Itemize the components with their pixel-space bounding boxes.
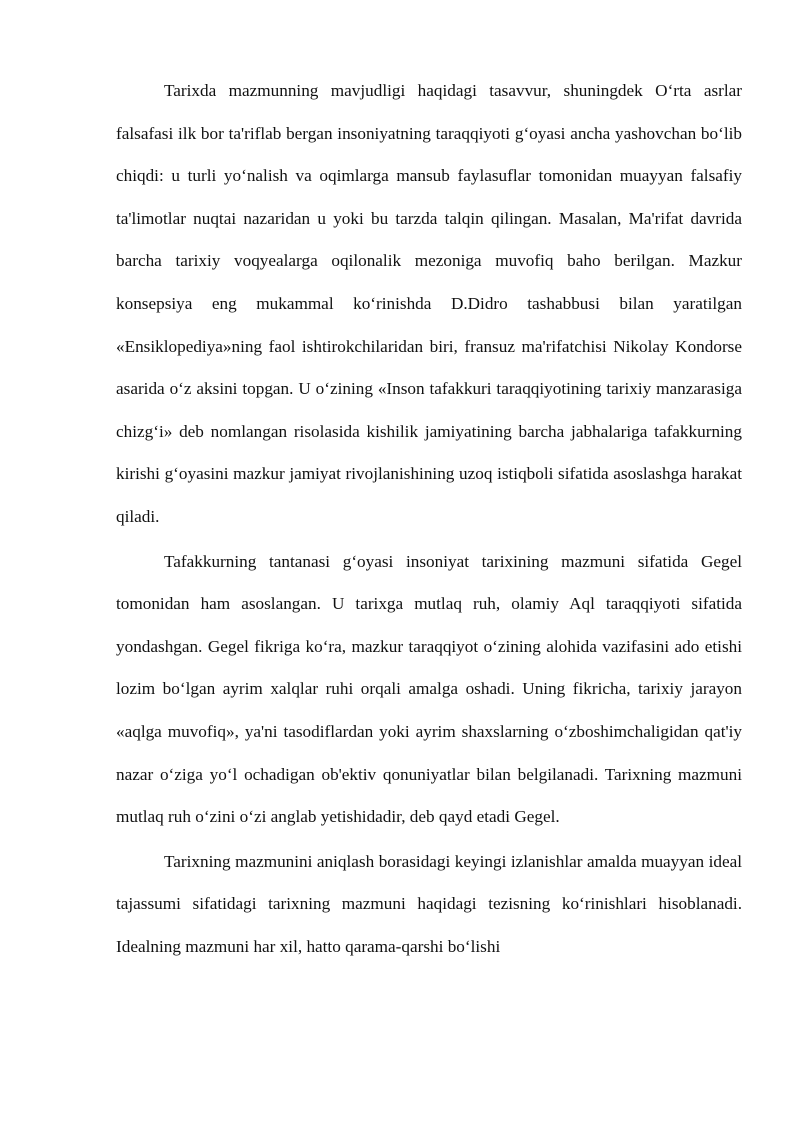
paragraph: Tarixning mazmunini aniqlash borasidagi keyingi izlanishlar amalda muayyan ideal tajassumi sifatidagi tarixning mazmuni haqidagi tezisning ko‘rinishlari hisoblanadi. Idealning mazmuni har xil, hatto qarama-qarshi bo‘lishi bbox=[116, 851, 742, 956]
paragraph: Tafakkurning tantanasi g‘oyasi insoniyat tarixining mazmuni sifatida Gegel tomonidan ham asoslangan. U tarixga mutlaq ruh, olamiy Aql taraqqiyoti sifatida yondashgan. Gegel fikriga ko‘ra, mazkur taraqqiyot o‘zining alohida vazifasini ado etishi lozim bo‘lgan ayrim xalqlar ruhi orqali amalga oshadi. Uning fikricha, tarixiy jarayon «aqlga muvofiq», ya'ni tasodiflardan yoki ayrim shaxslarning o‘zboshimchaligidan qat'iy nazar o‘ziga yo‘l ochadigan ob'ektiv qonuniyatlar bilan belgilanadi. Tarixning mazmuni mutlaq ruh o‘zini o‘zi anglab yetishidadir, deb qayd etadi Gegel. bbox=[116, 551, 742, 827]
paragraph: Tarixda mazmunning mavjudligi haqidagi tasavvur, shuningdek O‘rta asrlar falsafasi ilk bor ta'riflab bergan insoniyatning taraqqiyoti g‘oyasi ancha yashovchan bo‘lib chiqdi: u turli yo‘nalish va oqimlarga mansub faylasuflar tomonidan muayyan falsafiy ta'limotlar nuqtai nazaridan u yoki bu tarzda talqin qilingan. Masalan, Ma'rifat davrida barcha tarixiy voqyealarga oqilonalik mezoniga muvofiq baho berilgan. Mazkur konsepsiya eng mukammal ko‘rinishda D.Didro tashabbusi bilan yaratilgan «Ensiklopediya»ning faol ishtirokchilaridan biri, fransuz ma'rifatchisi Nikolay Kondorse asarida o‘z aksini topgan. U o‘zining «Inson tafakkuri taraqqiyotining tarixiy manzarasiga chizg‘i» deb nomlangan risolasida kishilik jamiyatining barcha jabhalariga tafakkurning kirishi g‘oyasini mazkur jamiyat rivojlanishining uzoq istiqboli sifatida asoslashga harakat qiladi. bbox=[116, 81, 742, 526]
document-body bbox=[116, 70, 742, 970]
